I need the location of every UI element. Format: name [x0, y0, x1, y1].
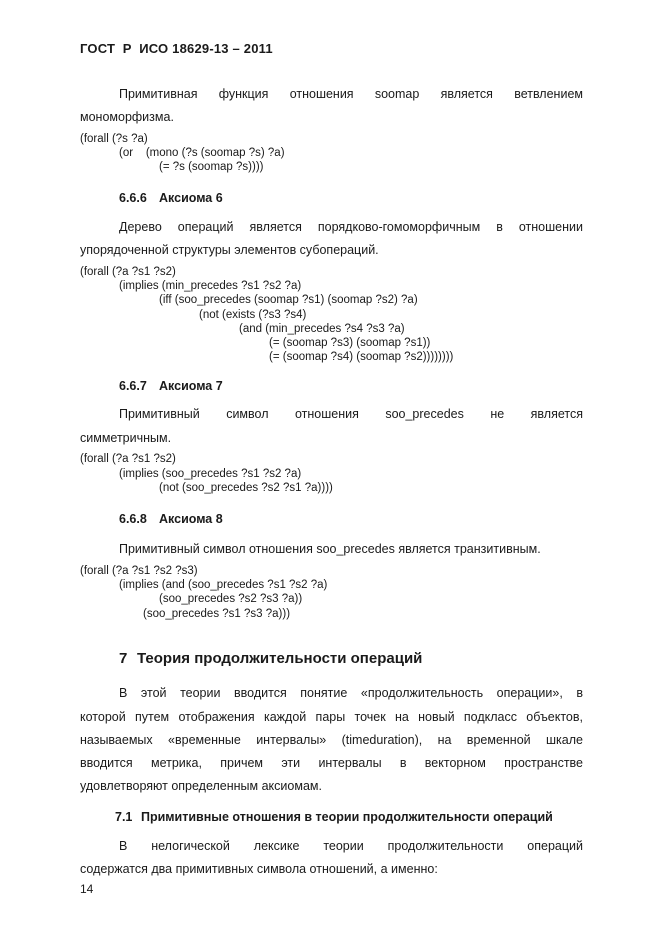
- section-number-6-6-8: 6.6.8: [119, 512, 147, 526]
- paragraph-tree-line1: Дерево операций является порядково-гомоморфичным в отношении: [119, 220, 583, 234]
- paragraph-theory-line: которой путем отображения каждой пары точек на новый подкласс объектов,: [80, 710, 583, 724]
- code-line: (or (mono (?s (soomap ?s) ?a): [119, 147, 285, 159]
- code-line: (implies (min_precedes ?s1 ?s2 ?a): [119, 280, 302, 292]
- code-line: (iff (soo_precedes (soomap ?s1) (soomap ?s2) ?a): [159, 294, 418, 306]
- paragraph-transitive: Примитивный символ отношения soo_precedes является транзитивным.: [119, 542, 541, 556]
- section-number-6-6-6: 6.6.6: [119, 191, 147, 205]
- paragraph-theory-line: В этой теории вводится понятие «продолжительность операции», в: [119, 686, 583, 700]
- code-line: (forall (?a ?s1 ?s2): [80, 266, 176, 278]
- code-line: (forall (?a ?s1 ?s2): [80, 453, 176, 465]
- code-line: (not (soo_precedes ?s2 ?s1 ?a)))): [159, 482, 333, 494]
- section-title-7: Теория продолжительности операций: [137, 650, 423, 667]
- paragraph-lexicon-line2: содержатся два примитивных символа отношений, а именно:: [80, 862, 438, 876]
- page-header: ГОСТ Р ИСО 18629-13 – 2011: [80, 41, 273, 56]
- paragraph-symmetric-line2: симметричным.: [80, 431, 172, 445]
- code-line: (not (exists (?s3 ?s4): [199, 309, 307, 321]
- code-line: (= (soomap ?s3) (soomap ?s1)): [269, 337, 431, 349]
- code-line: (and (min_precedes ?s4 ?s3 ?a): [239, 323, 405, 335]
- paragraph-soomap-line2: мономорфизма.: [80, 110, 174, 124]
- code-line: (forall (?a ?s1 ?s2 ?s3): [80, 565, 198, 577]
- code-line: (implies (soo_precedes ?s1 ?s2 ?a): [119, 468, 302, 480]
- page-number: 14: [80, 882, 94, 896]
- paragraph-tree-line2: упорядоченной структуры элементов субопераций.: [80, 243, 379, 257]
- section-title-6-6-6: Аксиома 6: [159, 191, 223, 205]
- section-title-7-1: Примитивные отношения в теории продолжительности операций: [141, 810, 553, 824]
- section-number-7-1: 7.1: [115, 810, 133, 824]
- code-line: (soo_precedes ?s2 ?s3 ?a)): [159, 593, 303, 605]
- paragraph-symmetric-line1: Примитивный символ отношения soo_precedes не является: [119, 407, 583, 421]
- section-number-6-6-7: 6.6.7: [119, 379, 147, 393]
- section-title-6-6-8: Аксиома 8: [159, 512, 223, 526]
- code-line: (implies (and (soo_precedes ?s1 ?s2 ?a): [119, 579, 328, 591]
- code-line: (soo_precedes ?s1 ?s3 ?a))): [143, 608, 291, 620]
- paragraph-lexicon-line1: В нелогической лексике теории продолжительности операций: [119, 839, 583, 853]
- paragraph-theory-line: называемых «временные интервалы» (timeduration), на временной шкале: [80, 733, 583, 747]
- code-line: (forall (?s ?a): [80, 133, 148, 145]
- section-title-6-6-7: Аксиома 7: [159, 379, 223, 393]
- code-line: (= ?s (soomap ?s)))): [159, 161, 264, 173]
- section-number-7: 7: [119, 650, 128, 667]
- paragraph-theory-line: удовлетворяют определенным аксиомам.: [80, 779, 322, 793]
- paragraph-soomap-line1: Примитивная функция отношения soomap является ветвлением: [119, 87, 583, 101]
- code-line: (= (soomap ?s4) (soomap ?s2)))))))): [269, 351, 454, 363]
- paragraph-theory-line: вводится метрика, причем эти интервалы в векторном пространстве: [80, 756, 583, 770]
